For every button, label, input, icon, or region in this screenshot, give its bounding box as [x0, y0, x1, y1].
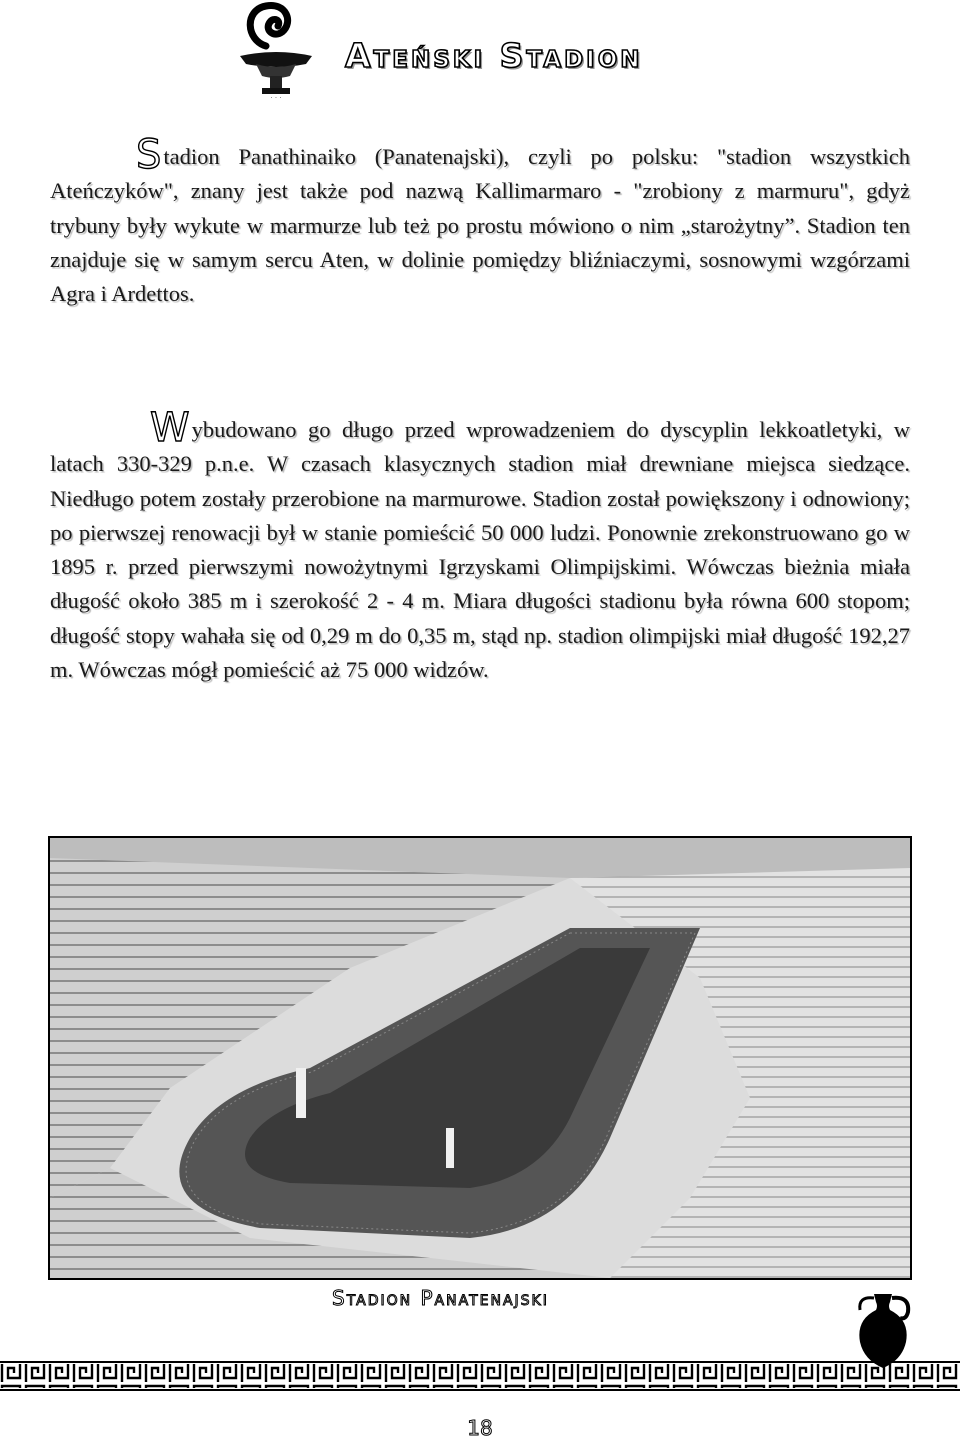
- paragraph-text: ybudowano go długo przed wprowadzeniem do dyscyplin lekkoatletyki, w latach 330-329 p.n.e. W czasach klasycznych stadion miał drewniane miejsca siedzące. Niedługo potem zostały przerobione na marmurowe. Stadion został powiększony i odnowiony; po pierwszej renowacji był w stanie pomieścić 50 000 ludzi. Ponownie zrekonstruowano go w 1895 r. przed pierwszymi nowożytnymi Igrzyskami Olimpijskimi. Wówczas bieżnia miała długość około 385 m i szerokość 2 - 4 m. Miara długości stadionu była równa 600 stopom; długość stopy wahała się od 0,29 m do 0,35 m, stąd np. stadion olimpijski miał długość 192,27 m. Wówczas mógł pomieścić aż 75 000 widzów.: [50, 417, 910, 683]
- svg-text:· · ·: · · ·: [270, 94, 282, 100]
- amphora-vase-icon: [852, 1290, 914, 1370]
- paragraph-1: [50, 132, 910, 311]
- page-number: 18: [467, 1416, 493, 1440]
- page-title: Ateński Stadion: [345, 36, 643, 75]
- drop-cap: W: [150, 405, 190, 451]
- paragraph-2: [50, 405, 910, 687]
- stadium-photo: [48, 836, 912, 1280]
- paragraph-text: tadion Panathinaiko (Panatenajski), czyli po polsku: "stadion wszystkich Ateńczyków", znany jest także pod nazwą Kallimarmaro - "zrobiony z marmuru", gdyż trybuny były wykute w marmurze lub też po prostu mówiono o nim „starożytny”. Stadion ten znajduje się w samym sercu Aten, w dolinie pomiędzy bliźniaczymi, sosnowymi wzgórzami Agra i Ardettos.: [50, 144, 910, 307]
- stadium-illustration: [50, 838, 910, 1278]
- photo-caption: Stadion Panatenajski: [332, 1286, 549, 1310]
- greek-lamp-icon: [236, 0, 316, 100]
- greek-key-border: [0, 1360, 960, 1404]
- drop-cap: S: [136, 132, 162, 178]
